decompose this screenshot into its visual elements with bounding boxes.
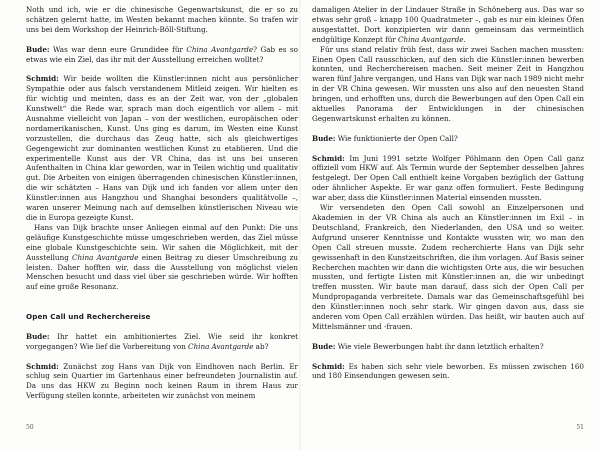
right-page-text	[312, 5, 584, 381]
page-number: 50	[26, 424, 34, 431]
paragraph: damaligen Atelier in der Lindauer Straße in Schöneberg aus. Das war so etwas sehr groß – knapp 100 Quadratmeter –, gab es nur ein kleines Öfen ausgestattet. Dort konzipierten wir dann gemeinsam das vermeintlich endgültige Konzept für China Avantgarde.	[312, 5, 584, 44]
paragraph: Noth und ich, wie er die chinesische Gegenwartskunst, die er so zu schätzen gelernt hatte, im Westen bekannt machen könnte. So trafen wir uns bei dem Workshop der Heinrich-Böll-Stiftung.	[26, 5, 298, 34]
question: Bude: Was war denn eure Grundidee für China Avantgarde? Gab es so etwas wie ein Ziel, das ihr mit der Ausstellung erreichen wolltet?	[26, 44, 298, 64]
right-page	[312, 0, 584, 450]
speaker-label: Schmid:	[26, 361, 59, 371]
paragraph: Wir versendeten den Open Call sowohl an Einzelpersonen und Akademien in der VR China als auch an Künstler:innen im Exil – in Deutschland, Frankreich, den Niederlanden, den USA und so weiter. Aufgrund unserer Kenntnisse und Kontakte wussten wir, wo man den Open Call streuen musste. Zudem recherchierte Hans van Dijk sehr gewissenhaft in den Kunstzeitschriften, die ihm vorlagen. Auf Basis seiner Recherchen machten wir dann die wichtigsten Orte aus, die wir besuchen mussten, und fertigte Listen mit Künstler:innen an, die wir unbedingt treffen mussten. Wir baute man darauf, dass sich der Open Call per Mundpropaganda verbreitete. Damals war das Gemeinschaftsgefühl bei den Künstler:innen noch sehr stark. Wir gingen davon aus, dass sie anderen vom Open Call erzählen würden. Das heißt, wir bauten auch auf Mittelsmänner und -frauen.	[312, 203, 584, 331]
left-page	[26, 0, 298, 450]
paragraph: Hans van Dijk brachte unser Anliegen einmal auf den Punkt: Die uns geläufige Kunstgeschichte müsse umgeschrieben werden, das Ziel müsse eine globale Kunstgeschichte sein. Wir sahen die Möglichkeit, mit der Ausstellung China Avantgarde einen Beitrag zu dieser Umschreibung zu leisten. Daher hofften wir, dass die Ausstellung von möglichst vielen Menschen besucht und dass viel über sie geschrieben würde. Wir hofften auf eine große Resonanz.	[26, 222, 299, 292]
speaker-label: Schmid:	[26, 74, 59, 84]
speaker-label: Bude:	[26, 331, 50, 341]
answer: Schmid: Zunächst zog Hans van Dijk von Eindhoven nach Berlin. Er schlug sein Quartier im Gartenhaus einer befreundeten Journalistin auf. Da uns das HKW zu Beginn noch keinen Raum in ihrem Haus zur Verfügung stellen konnte, arbeiteten wir zunächst von meinem	[26, 361, 298, 401]
section-heading: Open Call und Recherchereise	[26, 312, 151, 322]
speaker-label: Schmid:	[312, 153, 345, 163]
left-page-text	[26, 5, 298, 401]
question: Bude: Wie funktionierte der Open Call?	[312, 133, 458, 143]
speaker-label: Schmid:	[312, 361, 345, 371]
paragraph: Für uns stand relativ früh fest, dass wir zwei Sachen machen mussten: Einen Open Call rausschicken, auf den sich die Künstler:innen bewerben konnten, und Recherchereisen machen. Seit meiner Zeit in Hangzhou waren fünf Jahre vergangen, und Hans van Dijk war nach 1989 nicht mehr in der VR China gewesen. Wir mussten uns also auf den neuesten Stand bringen, und erhofften uns, durch die Bewerbungen auf den Open Call ein aktuelles Panorama der Entwicklungen in der chinesischen Gegenwartskunst erhalten zu können.	[312, 44, 584, 123]
speaker-label: Bude:	[312, 341, 336, 351]
answer: Schmid: Im Juni 1991 setzte Wolfger Pöhlmann den Open Call ganz offiziell vom HKW auf. Als Termin wurde der September desselben Jahres festgelegt. Der Open Call enthielt keine Vorgaben bezüglich der Gattung oder ähnlicher Aspekte. Er war ganz offen formuliert. Feste Bedingung war aber, dass die Künstler:innen Material einsenden mussten.	[312, 153, 584, 203]
answer: Schmid: Es haben sich sehr viele beworben. Es müssen zwischen 160 und 180 Einsendungen gewesen sein.	[312, 361, 584, 381]
book-gutter	[299, 0, 301, 450]
answer: Schmid: Wir beide wollten die Künstler:innen nicht aus persönlicher Sympathie oder aus falsch verstandenem Mitleid zeigen. Wir hielten es für wichtig und meinten, dass es an der Zeit war, von der „globalen Kunstwelt“ die Rede war, sprach man doch eigentlich vor allem – mit Ausnahme vielleicht von Japan – von der westlichen, europäischen oder nordamerikanischen, Kunst. Uns ging es darum, im Westen eine Kunst vorzustellen, die durchaus das Zeug hatte, sich als gleichwertiges Gegengewicht zur dominanten westlichen Kunst zu etablieren. Und die experimentelle Kunst aus der VR China, das ist uns bei unseren Aufenthalten in China klar geworden, war in Teilen wichtig und qualitativ gut. Die Arbeiten von einigen überragenden chinesischen Künstler:innen, die wir schätzten – Hans van Dijk und ich fanden vor allem unter den Künstler:innen aus Hangzhou und Shanghai besonders qualitätvolle –, waren unserer Meinung nach auf demselben künstlerischen Niveau wie die in Europa gezeigte Kunst.	[26, 74, 298, 222]
question: Bude: Wie viele Bewerbungen habt ihr dann letztlich erhalten?	[312, 341, 544, 351]
speaker-label: Bude:	[312, 133, 336, 143]
page-number: 51	[576, 424, 584, 431]
speaker-label: Bude:	[26, 44, 50, 54]
question: Bude: Ihr hattet ein ambitioniertes Ziel. Wie seid ihr konkret vorgegangen? Wie lief die Vorbereitung von China Avantgarde ab?	[26, 331, 298, 351]
